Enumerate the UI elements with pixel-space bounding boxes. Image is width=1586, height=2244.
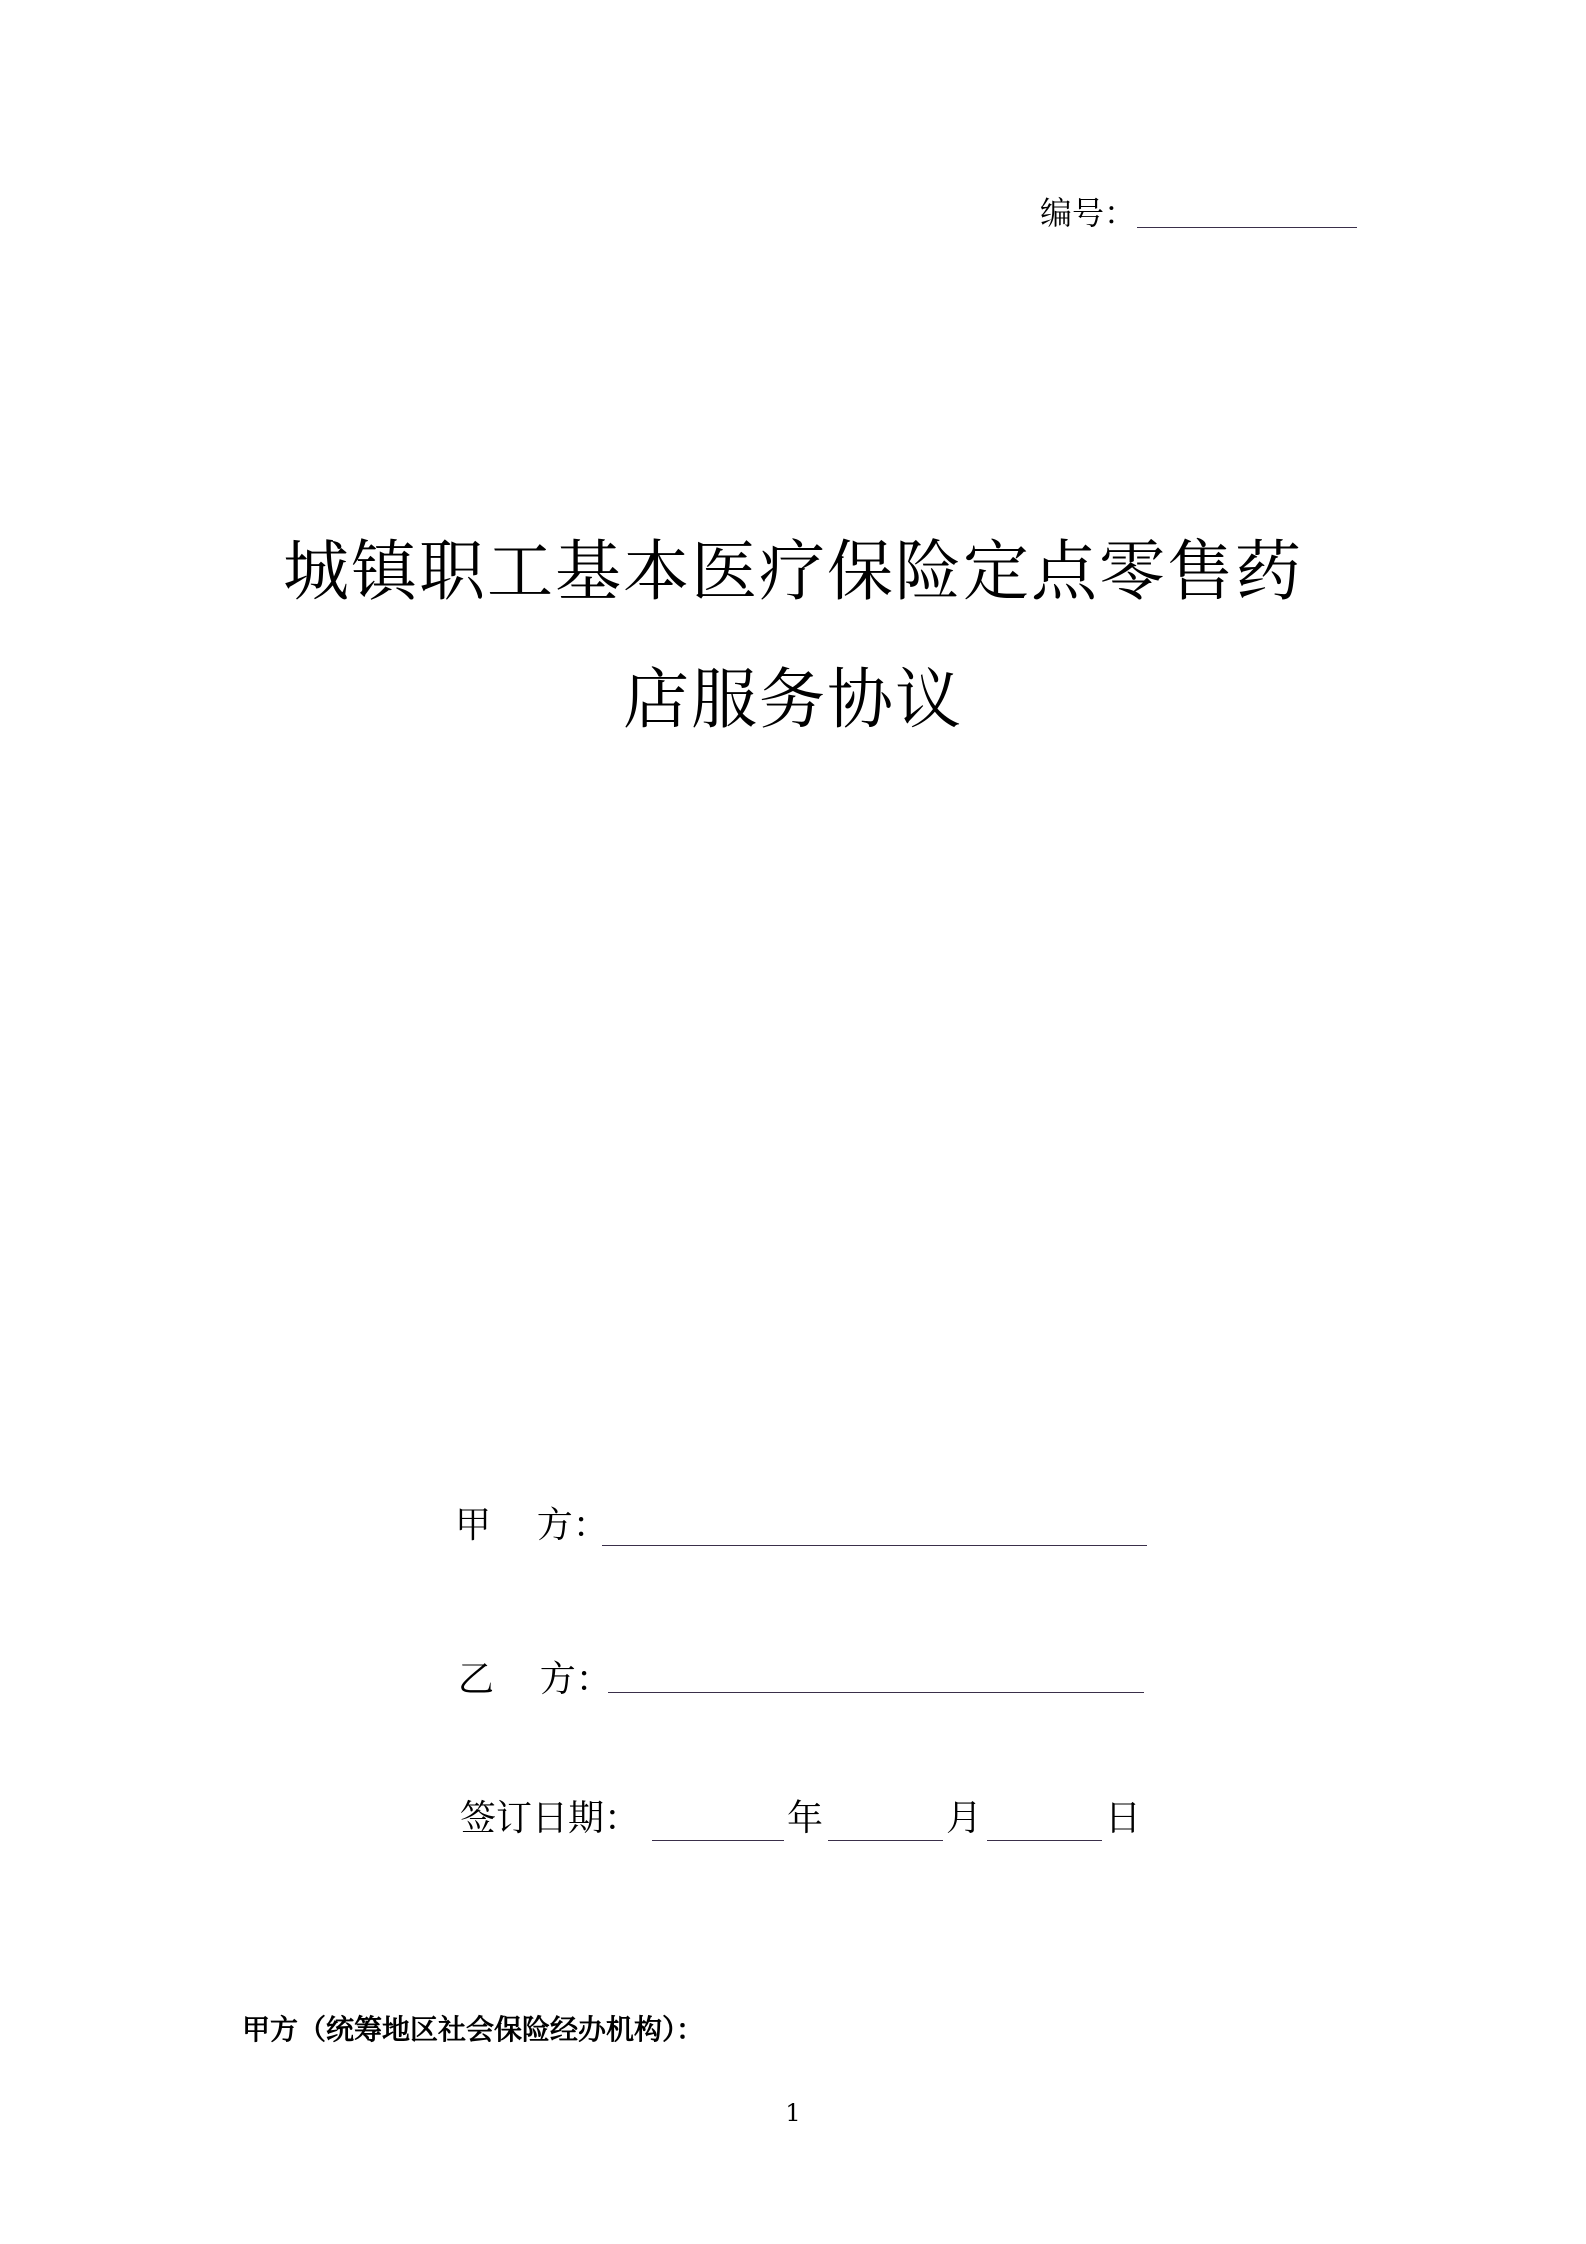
date-day-blank[interactable] — [987, 1840, 1102, 1841]
date-month-blank[interactable] — [828, 1840, 943, 1841]
signing-date-label: 签订日期： — [460, 1798, 641, 1839]
party-b-label: 乙 方： — [458, 1659, 612, 1700]
document-title-line-2: 店服务协议 — [623, 661, 963, 738]
date-day-unit: 日 — [1105, 1798, 1142, 1839]
date-year-unit: 年 — [787, 1798, 824, 1839]
serial-number-label: 编号： — [1040, 194, 1137, 232]
date-year-blank[interactable] — [652, 1840, 784, 1841]
party-a-organization-heading: 甲方（统筹地区社会保险经办机构）： — [242, 2013, 705, 2046]
document-title-line-1: 城镇职工基本医疗保险定点零售药 — [283, 533, 1303, 610]
date-month-unit: 月 — [946, 1798, 983, 1839]
party-a-label: 甲 方： — [455, 1505, 609, 1546]
serial-number-blank[interactable] — [1137, 227, 1357, 228]
page-number: 1 — [785, 2099, 801, 2127]
party-b-blank[interactable] — [608, 1692, 1144, 1693]
party-a-blank[interactable] — [602, 1545, 1147, 1546]
